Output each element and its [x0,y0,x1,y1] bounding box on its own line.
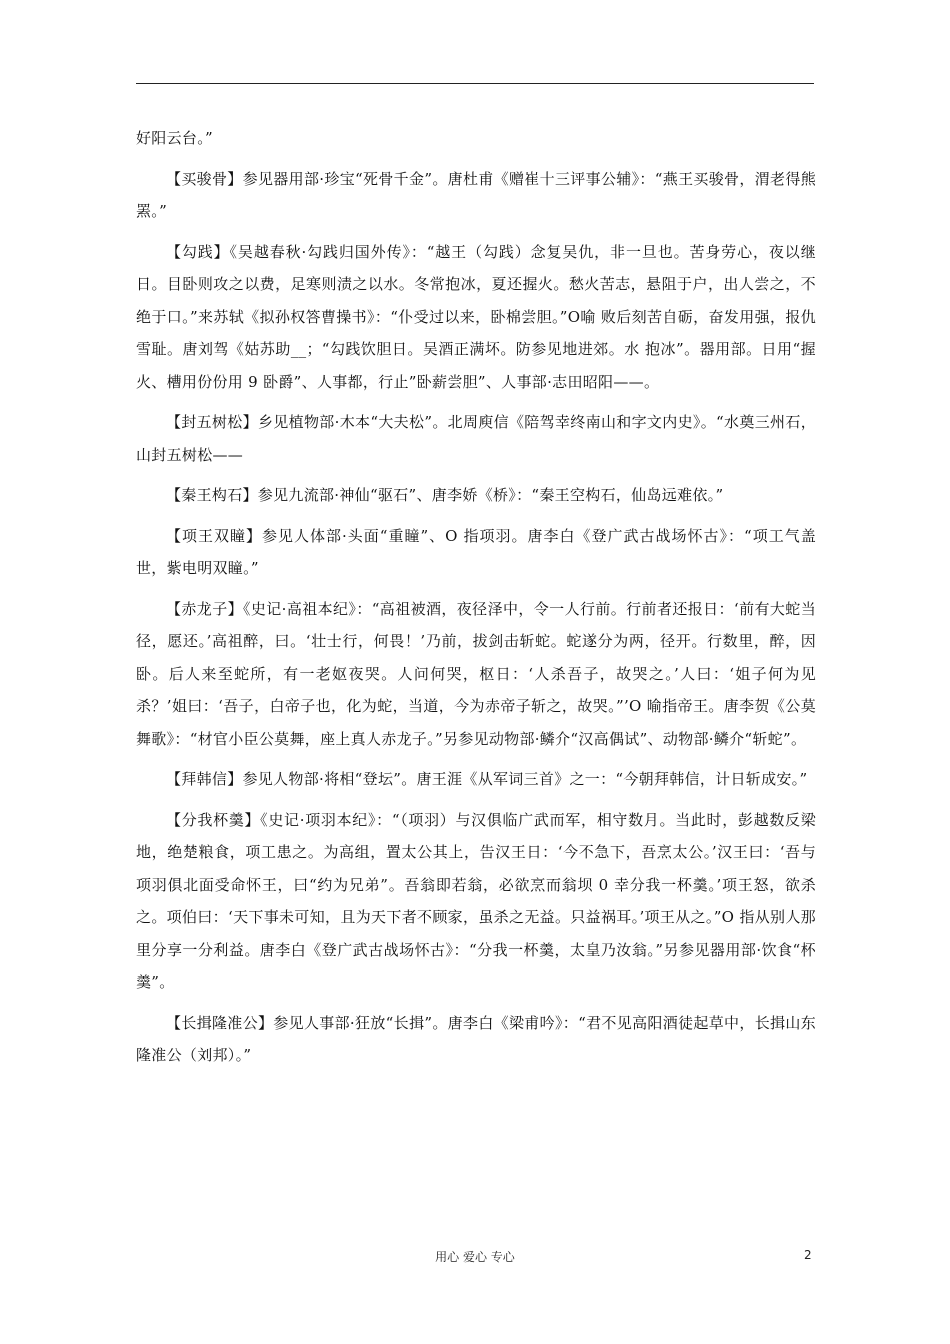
entry-mai-jun-gu: 【买骏骨】参见器用部·珍宝“死骨千金”。唐杜甫《赠崔十三评事公辅》：“燕王买骏骨，渭老得熊罴。” [136,169,816,220]
footer-motto: 用心 爱心 专心 [435,1250,515,1264]
header-rule [136,83,814,84]
paragraph-continuation: 好阳云台。” [136,129,213,147]
entry-bai-han-xin: 【拜韩信】参见人物部·将相“登坛”。唐王涯《从军词三首》之一：“今朝拜韩信，计日斩成安。” [166,770,808,788]
entry-qin-wang-gou-shi: 【秦王构石】参见九流部·神仙“驱石”、唐李娇《桥》：“秦王空构石，仙岛远难依。” [166,486,724,504]
entry-chi-long-zi: 【赤龙子】《史记·高祖本纪》：“高祖被酒，夜径泽中，令一人行前。行前者还报日：‘前有大蛇当径，愿还。’高祖醉，曰。‘壮士行，何畏！’乃前，拔剑击斩蛇。蛇遂分为两，径开。行数里，醉，因卧。后人来至蛇所，有一老妪夜哭。人问何哭，枢日：‘人杀吾子，故哭之。’人曰：‘姐子何为见杀？’姐曰：‘吾子，白帝子也，化为蛇，当道，今为赤帝子斩之，故哭。”’O 喻指帝王。唐李贺《公莫舞歌》：“材官小臣公莫舞，座上真人赤龙子。”另参见动物部·鳞介“汉高偶试”、动物部·鳞介“斩蛇”。 [136,599,816,748]
entry-gou-jian: 【勾践】《吴越春秋·勾践归国外传》：“越王（勾践）念复吴仇，非一旦也。苦身劳心，夜以继日。目卧则攻之以费，足寒则渍之以水。冬常抱冰，夏还握火。愁火苦志，悬阻于户，出人尝之，不绝于口。”来苏轼《拟孙权答曹操书》：“仆受过以来，卧棉尝胆。”O喻 败后刻苦自砺，奋发用强，报仇雪耻。唐刘驾《姑苏助__；“勾践饮胆日。吴酒正满坏。防参见地进郊。水 抱冰”。器用部。日用“握火、槽用份份用 9 卧爵”、人事都，行止”卧薪尝胆”、人事部·志田昭阳——。 [136,242,816,391]
entry-fen-wo-bei-geng: 【分我杯羹】《史记·项羽本纪》：“（项羽）与汉俱临广武而军，相守数月。当此时，彭越数反梁地，绝楚粮食，项工患之。为高组，置太公其上，告汉王日：‘今不急下，吾烹太公。’汉王曰：‘吾与项羽俱北面受命怀王，曰“约为兄弟”。吾翁即若翁，必欲烹而翁坝 0 幸分我一杯羹。’项王怒，欲杀之。项伯曰：‘天下事未可知，且为天下者不顾家，虽杀之无益。只益祸耳。’项王从之。”O 指从别人那里分享一分利益。唐李白《登广武古战场怀古》：“分我一杯羹，太皇乃汝翁。”另参见器用部·饮食“杯羹”。 [136,810,816,991]
entry-chang-yi-long-zhun-gong: 【长揖隆准公】参见人事部·狂放“长揖”。唐李白《梁甫吟》：“君不见高阳酒徒起草中，长揖山东隆准公（刘邦）。” [136,1013,816,1064]
entry-feng-wu-shu-song: 【封五树松】乡见植物部·木本“大夫松”。北周庾信《陪驾幸终南山和字文内史》。“水奠三州石，山封五树松—— [136,413,816,464]
page-number: 2 [804,1248,812,1262]
entry-xiang-wang-shuang-tong: 【项王双瞳】参见人体部·头面“重瞳”、O 指项羽。唐李白《登广武古战场怀古》：“项工气盖世，紫电明双瞳。” [136,526,816,577]
body-text [136,122,816,1080]
